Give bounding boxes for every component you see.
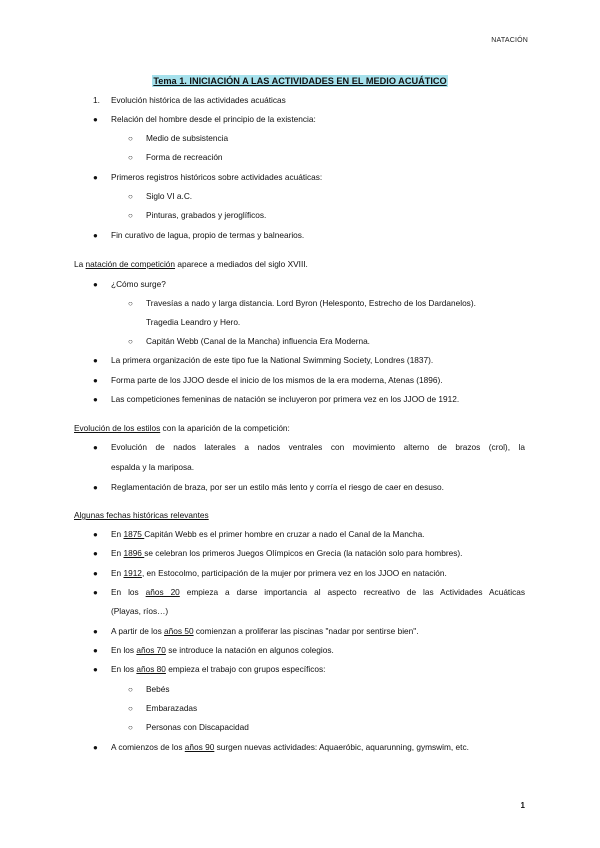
sub-bullet-icon: ○	[128, 685, 133, 694]
bullet-icon: ●	[93, 627, 98, 636]
sub-list-item-continuation: Tragedia Leandro y Hero.	[146, 317, 241, 327]
bullet-icon: ●	[93, 665, 98, 674]
list-item: Primeros registros históricos sobre actividades acuáticas:	[111, 172, 323, 182]
bullet-icon: ●	[93, 588, 98, 597]
running-header: NATACIÓN	[491, 37, 528, 44]
document-title	[0, 71, 600, 89]
section-heading: Evolución de los estilos con la aparición de la competición:	[74, 423, 290, 433]
sub-bullet-icon: ○	[128, 153, 133, 162]
bullet-icon: ●	[93, 569, 98, 578]
list-item: En los años 80 empieza el trabajo con grupos específicos:	[111, 664, 326, 674]
sub-list-item: Pinturas, grabados y jeroglíficos.	[146, 210, 267, 220]
sub-list-item: Capitán Webb (Canal de la Mancha) influencia Era Moderna.	[146, 336, 370, 346]
sub-list-item: Embarazadas	[146, 703, 198, 713]
sub-list-item: Medio de subsistencia	[146, 133, 229, 143]
page-number: 1	[520, 801, 525, 810]
sub-list-item: Siglo VI a.C.	[146, 191, 193, 201]
bullet-icon: ●	[93, 443, 98, 452]
bullet-icon: ●	[93, 743, 98, 752]
list-item: En los años 20 empieza a darse importancia al aspecto recreativo de las Actividades Acuáticas	[111, 587, 525, 597]
numbered-marker: 1.	[93, 95, 100, 105]
sub-list-item: Personas con Discapacidad	[146, 722, 249, 732]
list-item: En los años 70 se introduce la natación en algunos colegios.	[111, 645, 334, 655]
title-text: Tema 1. INICIACIÓN A LAS ACTIVIDADES EN EL MEDIO ACUÁTICO	[153, 76, 447, 86]
bullet-icon: ●	[93, 115, 98, 124]
list-item: En 1875 Capitán Webb es el primer hombre en cruzar a nado el Canal de la Mancha.	[111, 529, 425, 539]
list-item: A comienzos de los años 90 surgen nuevas actividades: Aquaeróbic, aquarunning, gymswim, etc.	[111, 742, 469, 752]
list-item: ¿Cómo surge?	[111, 279, 166, 289]
sub-bullet-icon: ○	[128, 723, 133, 732]
bullet-icon: ●	[93, 549, 98, 558]
bullet-icon: ●	[93, 173, 98, 182]
sub-bullet-icon: ○	[128, 299, 133, 308]
list-item-continuation: espalda y la mariposa.	[111, 462, 195, 472]
underlined-term: natación de competición	[85, 259, 176, 269]
list-item: A partir de los años 50 comienzan a proliferar las piscinas "nadar por sentirse bien".	[111, 626, 419, 636]
paragraph: La natación de competición aparece a mediados del siglo XVIII.	[74, 259, 308, 269]
sub-list-item: Travesías a nado y larga distancia. Lord Byron (Helesponto, Estrecho de los Dardanelos).	[146, 298, 476, 308]
section-heading: Algunas fechas históricas relevantes	[74, 510, 209, 520]
list-item: Fin curativo de lagua, propio de termas y balnearios.	[111, 230, 305, 240]
bullet-icon: ●	[93, 356, 98, 365]
list-item: En 1896 se celebran los primeros Juegos Olímpicos en Grecia (la natación solo para hombres).	[111, 548, 463, 558]
bullet-icon: ●	[93, 395, 98, 404]
bullet-icon: ●	[93, 483, 98, 492]
bullet-icon: ●	[93, 646, 98, 655]
bullet-icon: ●	[93, 530, 98, 539]
bullet-icon: ●	[93, 376, 98, 385]
list-item: En 1912, en Estocolmo, participación de la mujer por primera vez en los JJOO en natación.	[111, 568, 447, 578]
list-item: Evolución de nados laterales a nados ventrales con movimiento alterno de brazos (crol), la	[111, 442, 525, 452]
list-item: Forma parte de los JJOO desde el inicio de los mismos de la era moderna, Atenas (1896).	[111, 375, 443, 385]
sub-bullet-icon: ○	[128, 337, 133, 346]
list-item: Reglamentación de braza, por ser un estilo más lento y corría el riesgo de caer en desuso.	[111, 482, 444, 492]
sub-list-item: Bebés	[146, 684, 170, 694]
numbered-item: Evolución histórica de las actividades acuáticas	[111, 95, 286, 105]
bullet-icon: ●	[93, 280, 98, 289]
sub-bullet-icon: ○	[128, 134, 133, 143]
list-item-continuation: (Playas, ríos…)	[111, 606, 169, 616]
list-item: Las competiciones femeninas de natación se incluyeron por primera vez en los JJOO de 1912.	[111, 394, 460, 404]
sub-list-item: Forma de recreación	[146, 152, 223, 162]
sub-bullet-icon: ○	[128, 704, 133, 713]
list-item: Relación del hombre desde el principio de la existencia:	[111, 114, 316, 124]
bullet-icon: ●	[93, 231, 98, 240]
list-item: La primera organización de este tipo fue la National Swimming Society, Londres (1837).	[111, 355, 434, 365]
sub-bullet-icon: ○	[128, 192, 133, 201]
sub-bullet-icon: ○	[128, 211, 133, 220]
